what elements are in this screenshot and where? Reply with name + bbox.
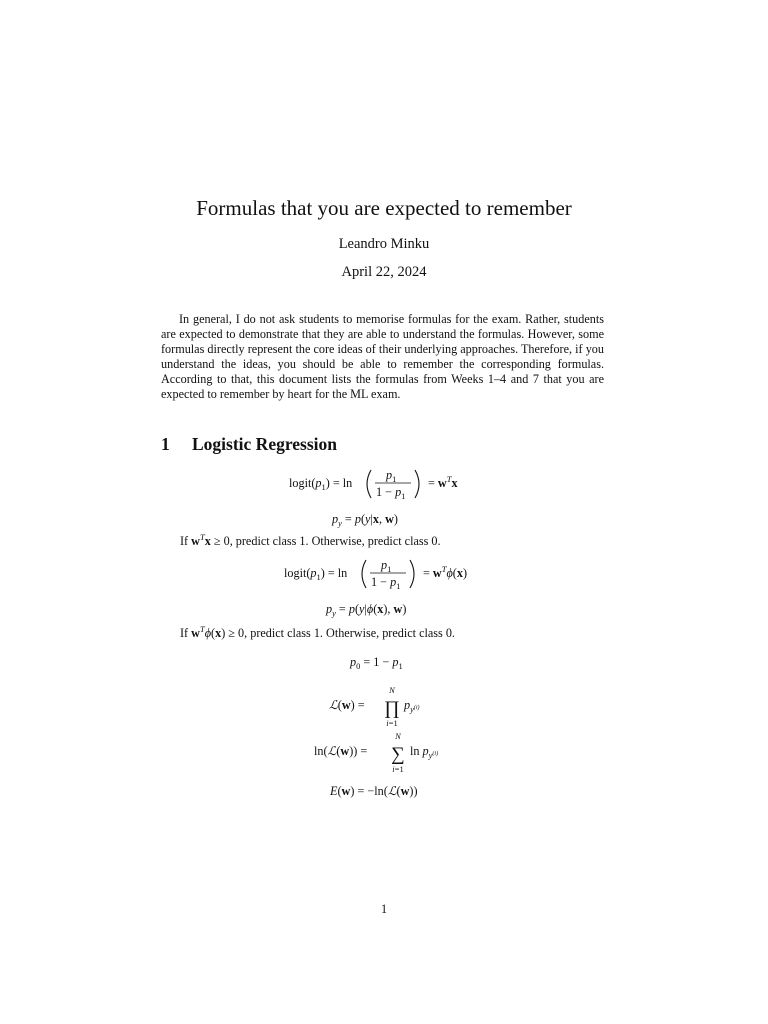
equation-log-likelihood-sum <box>0 730 768 778</box>
svg-text:N: N <box>389 685 395 695</box>
section-number: 1 <box>161 434 170 454</box>
svg-text:ℒ(w) =: ℒ(w) = <box>329 698 365 712</box>
page-number: 1 <box>380 902 388 916</box>
svg-text:ln(ℒ(w)) =: ln(ℒ(w)) = <box>314 744 368 758</box>
document-title: Formulas that you are expected to remember <box>196 196 572 220</box>
svg-text:i=1: i=1 <box>392 764 404 774</box>
svg-text:1 − p1: $1 - p_1$ <box>376 485 406 501</box>
svg-text:E(w) = −ln(ℒ(w)): E(w) = −ln(ℒ(w)) <box>330 784 418 798</box>
equation-p0 <box>0 653 768 675</box>
svg-text:1 − p1: $1 - p_1$ <box>371 575 401 591</box>
svg-text:py = p(y|ϕ(x), w): $p_y = p(y|\phi(x)$, w) <box>326 602 407 618</box>
document-date: April 22, 2024 <box>341 264 427 280</box>
section-title: Logistic Regression <box>192 434 338 454</box>
svg-text:ln py(i): $\ln p_y^{(i)}$ <box>410 744 439 760</box>
svg-text:∑: ∑ <box>391 744 405 765</box>
svg-text:py = p(y|x, w): $p_y = p(y|x$, w) <box>332 512 398 528</box>
svg-text:logit(p1) = ln: $logit(p_1) = \ln$ <box>284 566 348 582</box>
decision-rule-linear: If $w^Tx \ge 0$, predict class 1. Otherwise, predict class 0. <box>180 532 441 549</box>
equation-logit-linear <box>0 466 768 506</box>
svg-text:= wTx: = $w^Tx$ <box>428 474 458 490</box>
svg-text:py(i): $p_y^{(i)}$ <box>404 698 420 714</box>
svg-text:= wTϕ(x): = $w^T\phi(x)$ <box>423 564 467 580</box>
abstract-paragraph: In general, I do not ask students to memorise formulas for the exam. Rather, students are expected to demonstrate that they are able to understand the formulas. However, some formulas directly represent the core ideas of their underlying approaches. Therefore, if you understand the ideas, you should be able to remember the corresponding formulas. According to that, this document lists the formulas from Weeks 1–4 and 7 that you are expected to remember by heart for the ML exam. <box>161 312 604 402</box>
equation-py-x-w <box>0 510 768 532</box>
svg-text:logit(p1) = ln: $logit(p_1) = \ln$ <box>289 476 353 492</box>
section-heading-logistic-regression <box>161 434 337 455</box>
svg-text:∏: ∏ <box>384 698 400 719</box>
equation-logit-basis <box>0 556 768 596</box>
decision-rule-basis: If $w^T\phi(x) \ge 0$, predict class 1. Otherwise, predict class 0. <box>180 624 455 641</box>
equation-py-phi-w <box>0 600 768 622</box>
svg-text:p1: $p_1$ <box>386 468 397 484</box>
svg-text:p1: $p_1$ <box>381 558 392 574</box>
svg-text:p0 = 1 − p1: $p_0 = 1 - p_1$ <box>350 655 403 671</box>
equation-error-function <box>0 782 768 804</box>
svg-text:N: N <box>395 731 401 741</box>
document-author: Leandro Minku <box>338 236 430 252</box>
svg-text:i=1: i=1 <box>386 718 398 728</box>
equation-likelihood-product <box>0 684 768 732</box>
